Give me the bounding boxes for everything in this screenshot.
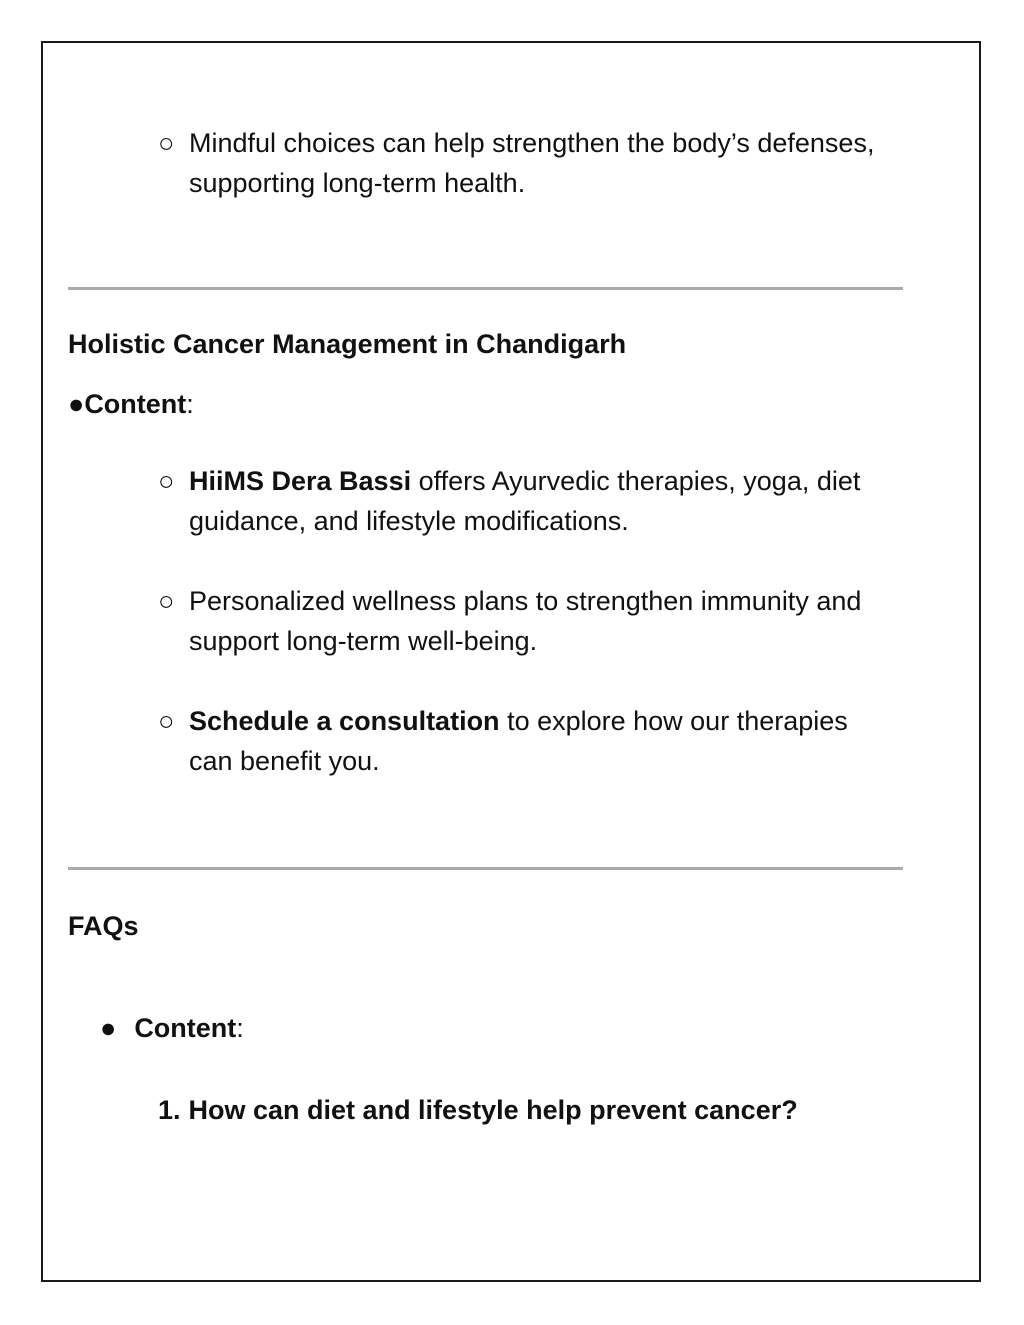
section-heading-faqs: FAQs <box>68 911 139 941</box>
content-label-row <box>68 386 194 422</box>
bullet-body-text: Personalized wellness plans to strengthen immunity and support long-term well-being. <box>189 586 862 656</box>
section-divider <box>68 287 903 290</box>
content-label: Content <box>134 1013 237 1043</box>
filled-bullet-icon: ● <box>100 1013 117 1043</box>
bullet-body-text: to explore how our therapies can benefit you. <box>189 706 848 776</box>
bullet-item-hiims <box>158 461 898 541</box>
content-colon: : <box>236 1013 244 1043</box>
bullet-text <box>189 701 898 781</box>
bullet-text <box>189 461 898 541</box>
bullet-bold-text: Schedule a consultation <box>189 706 500 736</box>
faq-question-number: 1. <box>158 1095 181 1125</box>
content-colon: : <box>186 389 194 419</box>
bullet-item-mindful-choices <box>158 123 898 203</box>
bullet-text <box>189 581 898 661</box>
bullet-bold-text: HiiMS Dera Bassi <box>189 466 412 496</box>
bullet-item-schedule-consultation <box>158 701 898 781</box>
faq-question-text: How can diet and lifestyle help prevent cancer? <box>188 1095 798 1125</box>
hollow-bullet-icon: ○ <box>158 586 175 616</box>
section-heading-holistic: Holistic Cancer Management in Chandigarh <box>68 329 627 359</box>
content-label: Content <box>84 389 187 419</box>
filled-bullet-icon: ● <box>68 389 85 419</box>
hollow-bullet-icon: ○ <box>158 706 175 736</box>
section-divider <box>68 867 903 870</box>
bullet-body-text: Mindful choices can help strengthen the body’s defenses, supporting long-term health. <box>189 128 875 198</box>
hollow-bullet-icon: ○ <box>158 466 175 496</box>
hollow-bullet-icon: ○ <box>158 128 175 158</box>
bullet-text <box>189 123 898 203</box>
bullet-item-wellness-plans <box>158 581 898 661</box>
bullet-body-text: offers Ayurvedic therapies, yoga, diet guidance, and lifestyle modifications. <box>189 466 861 536</box>
faq-question <box>158 1092 798 1128</box>
content-label-row <box>100 1010 244 1046</box>
